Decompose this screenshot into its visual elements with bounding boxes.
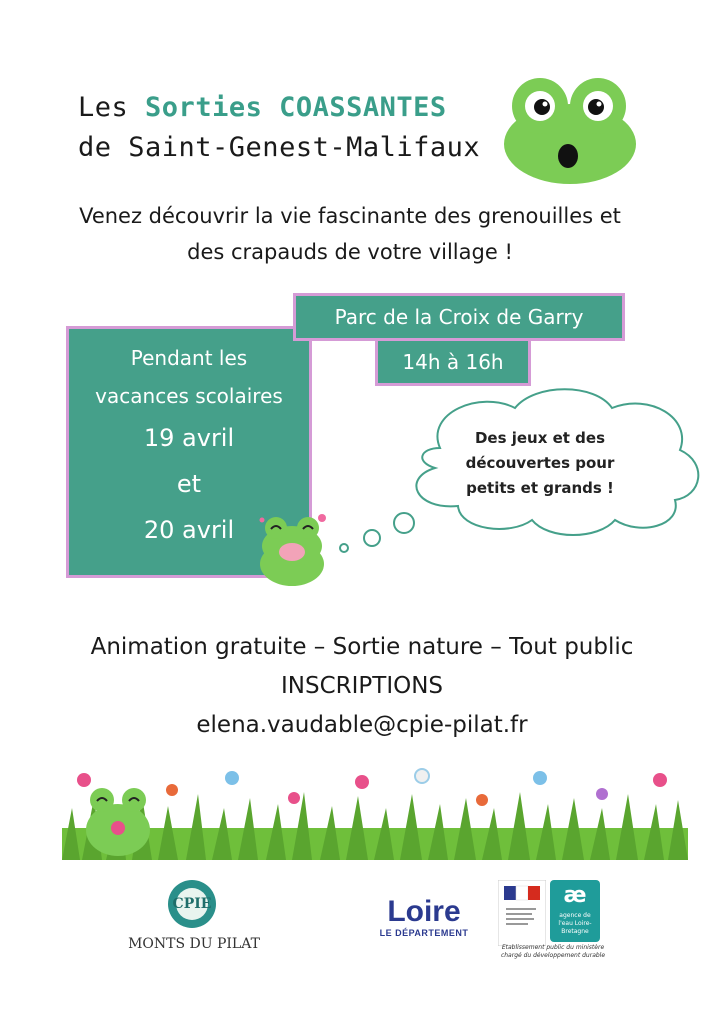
frog-head-icon [500, 74, 640, 186]
intro-text: Venez découvrir la vie fascinante des grenouilles et des crapauds de votre village ! [79, 204, 621, 264]
happy-frog-icon [252, 512, 334, 586]
grass-flowers-banner [62, 768, 688, 860]
email-link[interactable]: elena.vaudable@cpie-pilat.fr [196, 712, 528, 738]
location-box: Parc de la Croix de Garry [293, 293, 625, 341]
cpie-caption: MONTS DU PILAT [128, 936, 260, 952]
loire-logo: Loire LE DÉPARTEMENT [379, 895, 469, 938]
cloud-text: Des jeux et des découvertes pour petits et grands ! [465, 429, 615, 497]
title-line-1: Les Sorties COASSANTES [78, 92, 447, 123]
agency-logo: æ agence de l'eau Loire-Bretagne [550, 880, 600, 942]
dates-box: Pendant les vacances scolaires 19 avril et 20 avril [66, 326, 312, 578]
poster-title [78, 88, 480, 168]
agency-caption: Etablissement public du ministère chargé du développement durable [500, 944, 606, 959]
info-block: Animation gratuite – Sortie nature – Tout public INSCRIPTIONS elena.vaudable@cpie-pilat.fr [0, 628, 724, 745]
republic-logo-icon [498, 880, 546, 946]
cpie-logo-mark: CPIE [172, 896, 212, 912]
agency-logo-icon: æ [563, 883, 587, 908]
time-box: 14h à 16h [375, 338, 531, 386]
frog-with-flower-icon [86, 788, 150, 856]
title-line-2: de Saint-Genest-Malifaux [78, 132, 481, 163]
